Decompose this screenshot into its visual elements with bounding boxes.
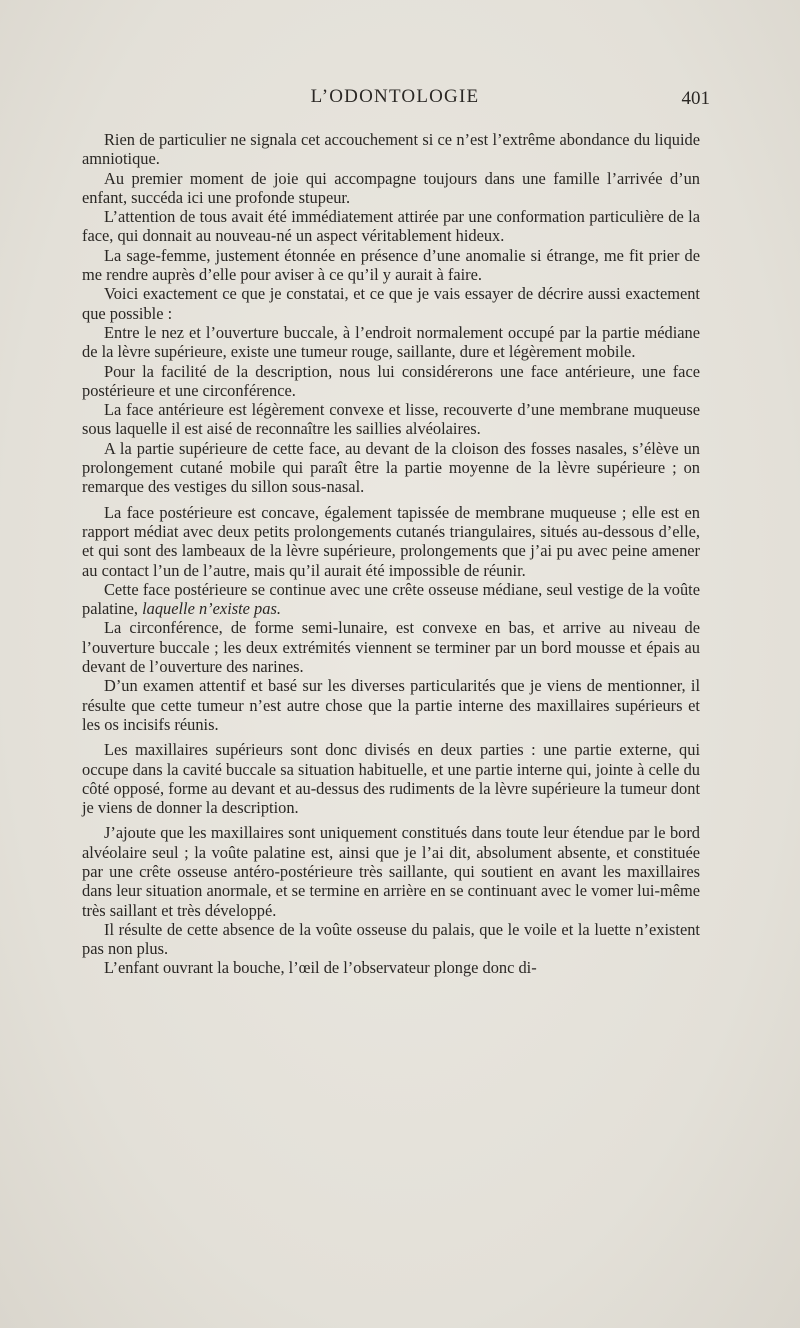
paragraph: J’ajoute que les maxillaires sont uniquement constitués dans toute leur étendue par le bord alvéolaire seul ; la voûte palatine est, ainsi que je l’ai dit, absolument absente, et constituée par une crête osseuse antéro-postérieure très saillante, qui soutient en avant les maxillaires dans leur situation anormale, et se termine en arrière en se continuant avec le vomer lui-même très saillant et très développé. (82, 823, 700, 920)
running-title: L’ODONTOLOGIE (310, 86, 480, 107)
paragraph: La circonférence, de forme semi-lunaire, est convexe en bas, et arrive au niveau de l’ouverture buccale ; les deux extrémités viennent se terminer par un bord mousse et épais au devant de l’ouverture des narines. (82, 618, 700, 677)
paragraph: Voici exactement ce que je constatai, et ce que je vais essayer de décrire aussi exactement que possible : (82, 284, 700, 323)
paragraph: Il résulte de cette absence de la voûte osseuse du palais, que le voile et la luette n’existent pas non plus. (82, 919, 700, 959)
page-number: 401 (681, 88, 710, 109)
paragraph: D’un examen attentif et basé sur les diverses particularités que je viens de mentionner, il résulte que cette tumeur n’est autre chose que la partie interne des maxillaires supérieurs et les os incisifs réunis. (82, 676, 700, 734)
paragraph: Pour la facilité de la description, nous lui considérerons une face antérieure, une face postérieure et une circonférence. (82, 361, 700, 400)
paragraph: L’attention de tous avait été immédiatement attirée par une conformation particulière de la face, qui donnait au nouveau-né un aspect véritablement hideux. (82, 207, 700, 246)
italic-phrase: laquelle n’existe pas. (142, 599, 281, 619)
paragraph: Rien de particulier ne signala cet accouchement si ce n’est l’extrême abondance du liquide amniotique. (82, 130, 700, 169)
paragraph (82, 580, 700, 619)
paragraph: La sage-femme, justement étonnée en présence d’une anomalie si étrange, me fit prier de me rendre auprès d’elle pour aviser à ce qu’il y aurait à faire. (82, 245, 700, 285)
paragraph: La face antérieure est légèrement convexe et lisse, recouverte d’une membrane muqueuse sous laquelle il est aisé de reconnaître les saillies alvéolaires. (82, 400, 700, 439)
paragraph: L’enfant ouvrant la bouche, l’œil de l’observateur plonge donc di- (104, 958, 537, 978)
paragraph: Entre le nez et l’ouverture buccale, à l’endroit normalement occupé par la partie médiane de la lèvre supérieure, existe une tumeur rouge, saillante, dure et légèrement mobile. (82, 322, 700, 362)
paragraph: A la partie supérieure de cette face, au devant de la cloison des fosses nasales, s’élève un prolongement cutané mobile qui paraît être la partie moyenne de la lèvre supérieure ; on remarque des vestiges du sillon sous-nasal. (82, 438, 700, 497)
paragraph: Les maxillaires supérieurs sont donc divisés en deux parties : une partie externe, qui occupe dans la cavité buccale sa situation habituelle, et une partie interne qui, jointe à celle du côté opposé, forme au devant et au-dessus des rudiments de la lèvre supérieure la tumeur dont je viens de donner la description. (82, 740, 700, 818)
article-body (82, 130, 700, 978)
paragraph: La face postérieure est concave, également tapissée de membrane muqueuse ; elle est en rapport médiat avec deux petits prolongements cutanés triangulaires, situés au-dessous d’elle, et qui sont des lambeaux de la lèvre supérieure, prolongements que j’ai pu avec peine amener au contact l’un de l’autre, mais qu’il aurait été impossible de réunir. (82, 502, 700, 580)
paragraph: Au premier moment de joie qui accompagne toujours dans une famille l’arrivée d’un enfant, succéda ici une profonde stupeur. (82, 168, 700, 207)
paragraph-text: Cette face postérieure se continue avec une crête osseuse médiane, seul vestige de la voûte palatine, (82, 579, 700, 619)
page-header (80, 86, 710, 116)
